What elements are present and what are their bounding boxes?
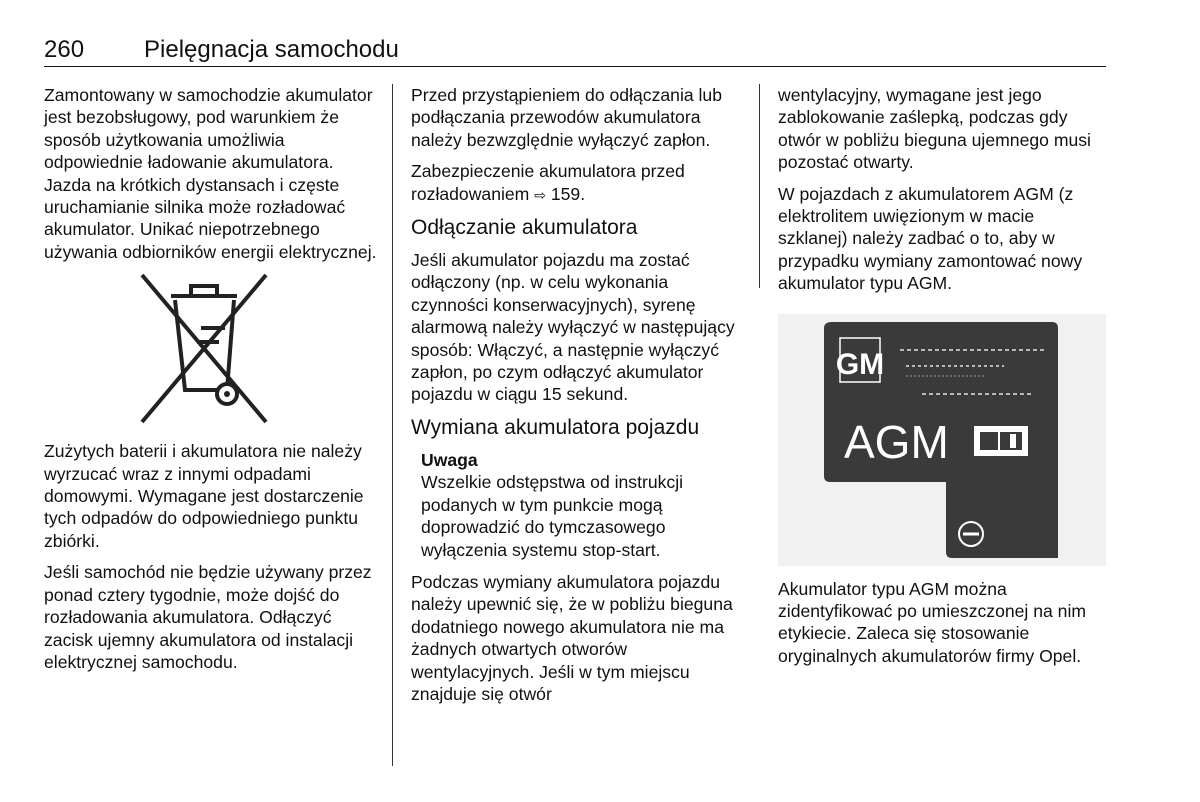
column-2 xyxy=(411,84,746,714)
note-text: Wszelkie odstępstwa od instrukcji podanych w tym punkcie mogą doprowadzić do tymczasowego wyłączenia systemu stop-start. xyxy=(421,472,684,560)
battery-type-text: AGM xyxy=(844,415,949,468)
column-3 xyxy=(778,84,1108,676)
paragraph: Przed przystąpieniem do odłączania lub podłączania przewodów akumulatora należy bezwzględnie wyłączyć zapłon. xyxy=(411,85,723,150)
agm-label xyxy=(824,322,1064,562)
brand-logo-text: GM xyxy=(835,347,885,381)
paragraph: Akumulator typu AGM można zidentyfikować po umieszczonej na nim etykiecie. Zaleca się stosowanie oryginalnych akumulatorów firmy Opel. xyxy=(778,578,1087,666)
column-divider-2 xyxy=(759,84,760,288)
column-1 xyxy=(44,84,379,682)
paragraph: Podczas wymiany akumulatora pojazdu należy upewnić się, że w pobliżu bieguna dodatniego nowego akumulatora nie ma żadnych otwartych otworów wentylacyjnych. Jeśli w tym miejscu znajduje się otwór xyxy=(411,571,733,704)
paragraph: Zużytych baterii i akumulatora nie należy wyrzucać wraz z innymi odpadami domowymi. Wymagane jest dostarczenie tych odpadów do odpowiedniego punktu zbiórki. xyxy=(44,441,364,551)
paragraph: Jeśli samochód nie będzie używany przez ponad cztery tygodnie, może dojść do rozładowania akumulatora. Odłączyć zacisk ujemny akumulatora od instalacji elektrycznej samochodu. xyxy=(44,562,372,672)
paragraph: Jeśli akumulator pojazdu ma zostać odłączony (np. w celu wykonania czynności konserwacyjnych), syrenę alarmową należy wyłączyć w następujący sposób: Włączyć, a następnie wyłączyć zapłon, po czym odłączyć akumulator pojazdu w ciągu 15 sekund. xyxy=(411,250,735,405)
page-reference-icon: ⇨ xyxy=(534,186,546,203)
section-title: Pielęgnacja samochodu xyxy=(144,36,399,63)
note-title: Uwaga xyxy=(421,449,478,470)
column-divider-1 xyxy=(392,84,393,766)
paragraph: wentylacyjny, wymagane jest jego zablokowanie zaślepką, podczas gdy otwór w pobliżu bieguna ujemnego musi pozostać otwarty. xyxy=(778,85,1091,173)
note-box xyxy=(421,449,746,561)
paragraph: W pojazdach z akumulatorem AGM (z elektrolitem uwięzionym w macie szklanej) należy zadbać o to, aby w przypadku wymiany zamontować nowy akumulator typu AGM. xyxy=(778,183,1083,294)
paragraph xyxy=(411,160,746,206)
page-reference-link[interactable]: 159 xyxy=(550,183,581,204)
paragraph-text: Zabezpieczenie akumulatora przed rozładowaniem xyxy=(411,161,685,204)
page-number: 260 xyxy=(44,36,85,63)
manual-book-icon xyxy=(974,426,1028,456)
crossed-out-bin-icon xyxy=(44,272,379,432)
agm-label-figure xyxy=(778,304,1108,566)
paragraph: Zamontowany w samochodzie akumulator jest bezobsługowy, pod warunkiem że sposób użytkowania umożliwia odpowiednie ładowanie akumulatora. Jazda na krótkich dystansach i częste uruchamianie silnika może rozładować akumulator. Unikać niepotrzebnego używania odbiorników energii elektrycznej. xyxy=(44,85,377,262)
section-heading: Odłączanie akumulatora xyxy=(411,216,638,240)
section-heading: Wymiana akumulatora pojazdu xyxy=(411,415,700,439)
page-header xyxy=(44,36,1106,67)
paragraph-end: . xyxy=(580,183,586,204)
